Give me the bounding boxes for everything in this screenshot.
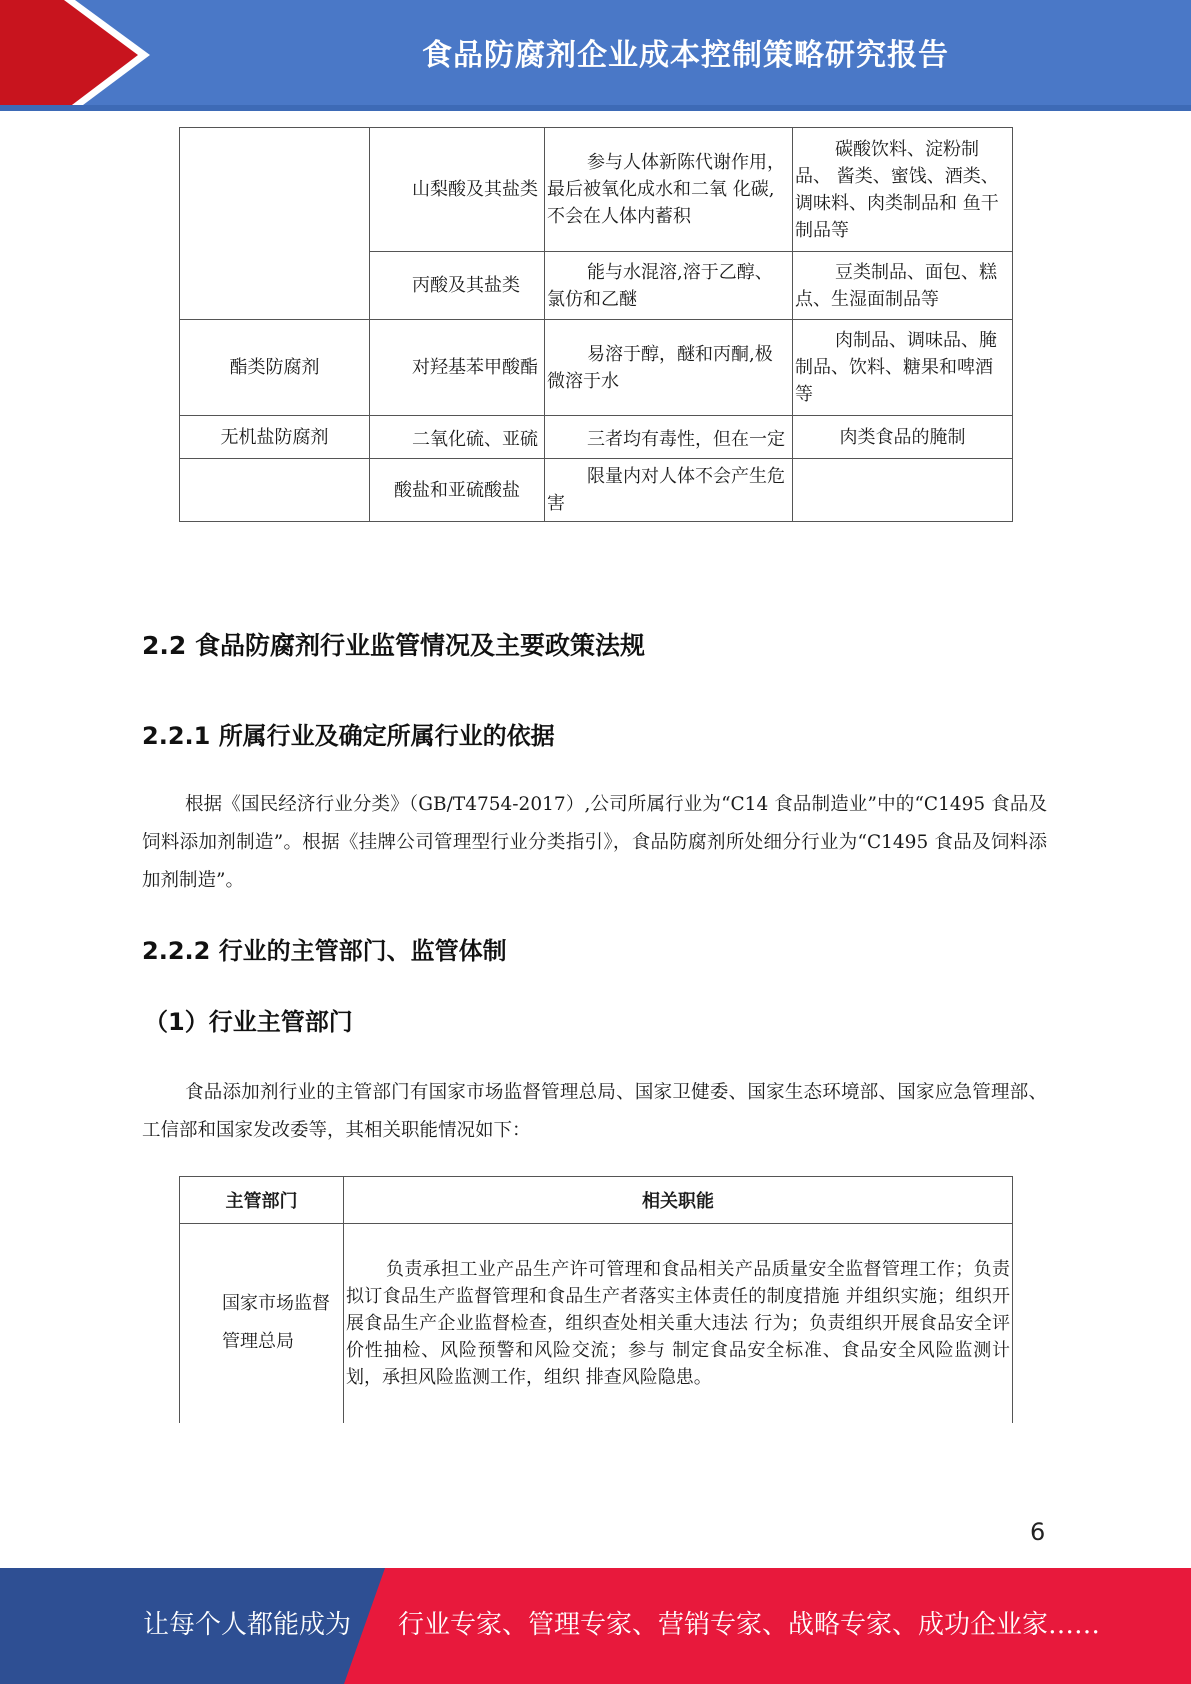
table-cell-application: 碳酸饮料、淀粉制品、 酱类、蜜饯、酒类、 调味料、肉类制品和 鱼干制品等 [793,128,1013,252]
red-arrow-icon [0,0,160,111]
table-row [180,416,1013,459]
table-cell-category: 酯类防腐剂 [180,320,370,416]
table-cell-name: 丙酸及其盐类 [370,252,545,320]
table-cell-name: 酸盐和亚硫酸盐 [370,459,545,522]
table-cell-property: 三者均有毒性，但在一定 [545,416,793,459]
header-underline [0,105,1191,111]
table-cell-property: 能与水混溶,溶于乙醇、氯仿和乙醚 [545,252,793,320]
section-heading-2-2: 2.2 食品防腐剂行业监管情况及主要政策法规 [142,631,645,660]
table-cell-category [180,128,370,320]
table-cell-application [793,459,1013,522]
table-cell-department: 国家市场监督管理总局 [180,1224,344,1423]
footer-slogan-right: 行业专家、管理专家、营销专家、战略专家、成功企业家…… [398,1610,1101,1640]
table-row [180,320,1013,416]
page-header [0,0,1191,111]
table-row [180,1224,1013,1423]
table-cell-property: 易溶于醇，醚和丙酮,极 微溶于水 [545,320,793,416]
table-cell-application: 豆类制品、面包、糕 点、生湿面制品等 [793,252,1013,320]
preservative-table [179,127,1013,522]
table-cell-property: 限量内对人体不会产生危害 [545,459,793,522]
table-row [180,459,1013,522]
authority-table [179,1176,1013,1423]
sub-heading-authorities: （1）行业主管部门 [144,1008,353,1036]
table-cell-category: 无机盐防腐剂 [180,416,370,459]
table-cell-category [180,459,370,522]
table-header-row [180,1177,1013,1224]
table-cell-name: 山梨酸及其盐类 [370,128,545,252]
paragraph-authorities: 食品添加剂行业的主管部门有国家市场监督管理总局、国家卫健委、国家生态环境部、国家应急管理部、工信部和国家发改委等，其相关职能情况如下： [142,1082,1047,1141]
table-cell-property: 参与人体新陈代谢作用， 最后被氧化成水和二氧 化碳,不会在人体内蓄积 [545,128,793,252]
table-cell-application: 肉制品、调味品、腌 制品、饮料、糖果和啤酒等 [793,320,1013,416]
table-header-department: 主管部门 [180,1177,344,1224]
footer-slogan-left: 让每个人都能成为 [143,1610,352,1640]
page-number: 6 [1030,1518,1046,1546]
table-cell-duty: 负责承担工业产品生产许可管理和食品相关产品质量安全监督管理工作；负责拟订食品生产监督管理和食品生产者落实主体责任的制度措施 并组织实施；组织开展食品生产企业监督检查，组织查处相关重大违法 行为；负责组织开展食品安全评价性抽检、风险预警和风险交流；参与 制定食品安全标准、食品安全风险监测计划，承担风险监测工作，组织 排查风险隐患。 [344,1224,1013,1423]
table-cell-name: 二氧化硫、亚硫 [370,416,545,459]
section-heading-2-2-2: 2.2.2 行业的主管部门、监管体制 [142,937,507,965]
section-heading-2-2-1: 2.2.1 所属行业及确定所属行业的依据 [142,722,555,750]
table-header-duty: 相关职能 [344,1177,1013,1224]
table-cell-name: 对羟基苯甲酸酯 [370,320,545,416]
report-title: 食品防腐剂企业成本控制策略研究报告 [422,38,949,73]
table-cell-application: 肉类食品的腌制 [793,416,1013,459]
paragraph-industry-basis: 根据《国民经济行业分类》（GB/T4754-2017）,公司所属行业为“C14 食品制造业”中的“C1495 食品及饲料添加剂制造”。根据《挂牌公司管理型行业分类指引》，食品防腐剂所处细分行业为“C1495 食品及饲料添加剂制造”。 [142,794,1047,891]
table-row [180,128,1013,252]
page-footer [0,1568,1191,1684]
